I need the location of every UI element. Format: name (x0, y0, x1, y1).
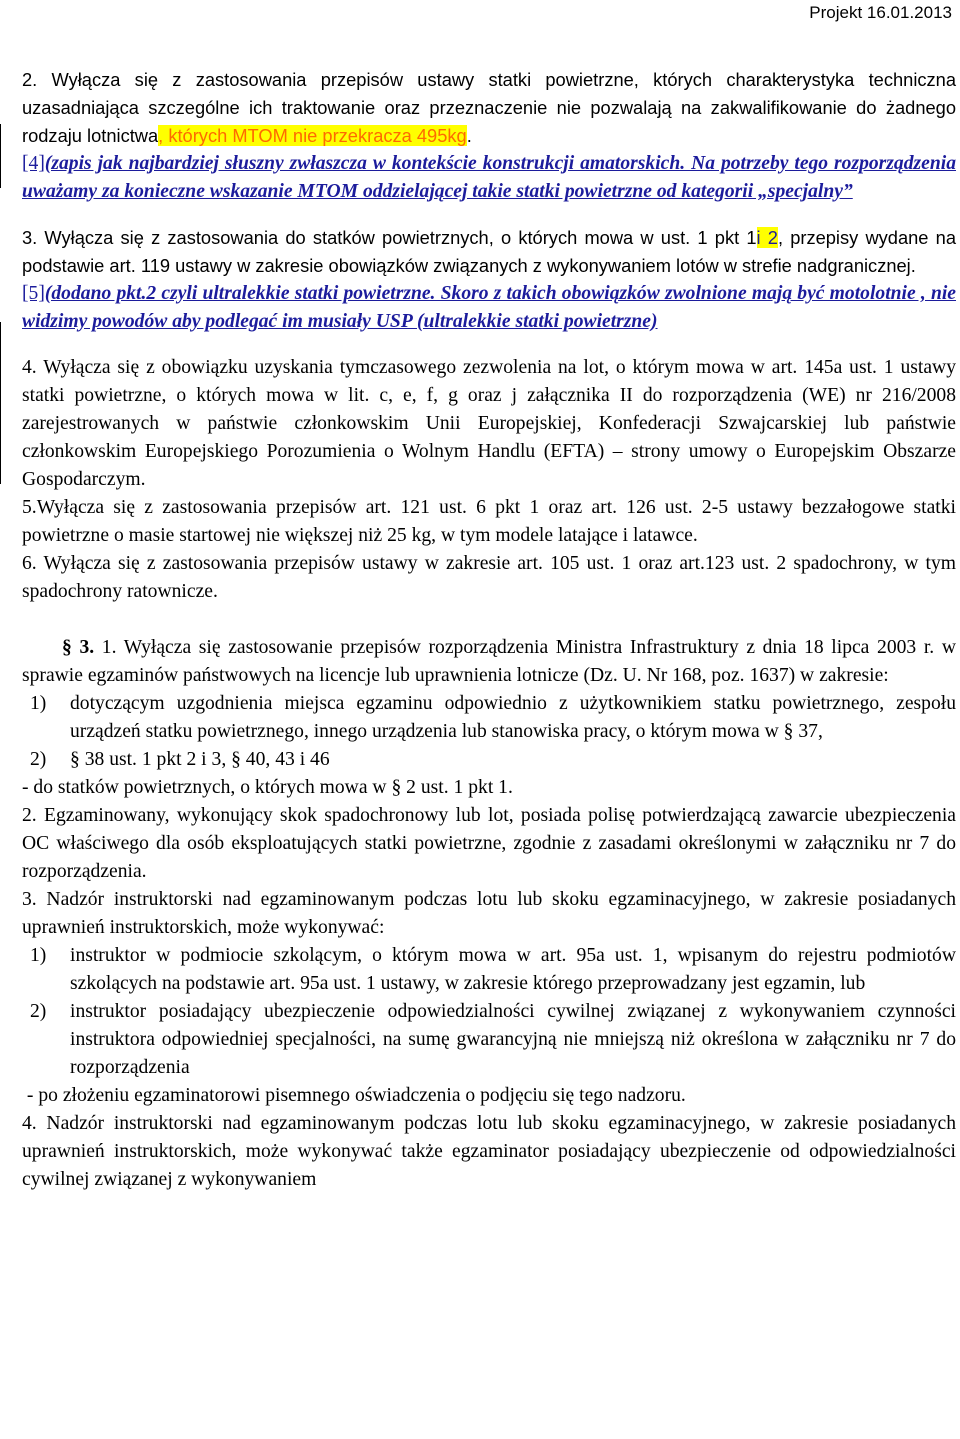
list-text: dotyczącym uzgodnienia miejsca egzaminu odpowiednio z użytkownikiem statku powietrznego, zespołu urządzeń statku powietrznego, innego urządzenia lub stanowiska pracy, o którym mowa w § 37, (70, 693, 956, 742)
paragraph-4: 4. Wyłącza się z obowiązku uzyskania tymczasowego zezwolenia na lot, o którym mowa w art. 145a ust. 1 ustawy statki powietrzne, o których mowa w lit. c, e, f, g oraz j załącznika II do rozporządzenia (WE) nr 216/2008 zarejestrowanych w państwie członkowskim Unii Europejskiej, Konfederacji Szwajcarskiej lub państwie członkowskim Europejskiego Porozumienia o Wolnym Handlu (EFTA) – strony umowy o Europejskim Obszarze Gospodarczym. (22, 357, 956, 490)
section-3-label: § 3. (62, 637, 95, 658)
list-item (22, 998, 956, 1082)
section-3-p3-tail: - po złożeniu egzaminatorowi pisemnego oświadczenia o podjęciu się tego nadzoru. (22, 1085, 686, 1106)
paragraph-2-text: 2. Wyłącza się z zastosowania przepisów ustawy statki powietrzne, których charakterystyka techniczna uzasadniająca szczególne ich traktowanie oraz przeznaczenie nie pozwalają na zakwalifikowanie do żadnego rodzaju lotnictwa (22, 69, 956, 146)
list-text: instruktor posiadający ubezpieczenie odpowiedzialności cywilnej związanej z wykonywaniem czynności instruktora odpowiedniej specjalności, na sumę gwarancyjną nie mniejszą niż określona w załączniku nr 7 do rozporządzenia (70, 1001, 956, 1078)
comment-ref-5[interactable]: [5] (22, 283, 45, 304)
paragraph-6: 6. Wyłącza się z zastosowania przepisów ustawy w zakresie art. 105 ust. 1 oraz art.123 ust. 2 spadochrony, w tym spadochrony ratownicze. (22, 553, 956, 602)
comment-5-text: (dodano pkt.2 czyli ultralekkie statki powietrzne. Skoro z takich obowiązków zwolnione mają być motolotnie , nie widzimy powodów aby podlegać im musiały USP (ultralekkie statki powietrzne) (22, 283, 956, 332)
document-body (22, 66, 956, 1194)
highlighted-insertion: , których MTOM nie przekracza 495kg (158, 125, 467, 146)
highlighted-insertion: i 2 (756, 227, 778, 248)
comment-4 (22, 150, 956, 206)
section-3-paragraph-3: 3. Nadzór instruktorski nad egzaminowanym podczas lotu lub skoku egzaminacyjnego, w zakresie posiadanych uprawnień instruktorskich, może wykonywać: (22, 889, 956, 938)
list-text: instruktor w podmiocie szkolącym, o którym mowa w art. 95a ust. 1, wpisanym do rejestru podmiotów szkolących na podstawie art. 95a ust. 1 ustawy, w zakresie którego przeprowadzany jest egzamin, lub (70, 945, 956, 994)
section-3-paragraph-4: 4. Nadzór instruktorski nad egzaminowanym podczas lotu lub skoku egzaminacyjnego, w zakresie posiadanych uprawnień instruktorskich, może wykonywać także egzaminator posiadający ubezpieczenie od odpowiedzialności cywilnej związanej z wykonywaniem (22, 1113, 956, 1190)
list-number: 1) (30, 693, 47, 714)
section-3-p1-tail: - do statków powietrznych, o których mowa w § 2 ust. 1 pkt 1. (22, 777, 513, 798)
list-number: 2) (30, 1001, 47, 1022)
comment-4-text: (zapis jak najbardziej słuszny zwłaszcza w kontekście konstrukcji amatorskich. Na potrzeby tego rozporządzenia uważamy za konieczne wskazanie MTOM oddzielającej takie statki powietrzne od kategorii „specjalny” (22, 153, 956, 202)
paragraph-2 (22, 66, 956, 150)
paragraph-3-text-a: 3. Wyłącza się z zastosowania do statków powietrznych, o których mowa w ust. 1 pkt 1 (22, 227, 757, 248)
paragraph-3-text-b: , przepisy wydane na podstawie art. 119 ustawy w zakresie obowiązków związanych z wykonywaniem lotów w strefie nadgranicznej. (22, 227, 956, 276)
project-date-header: Projekt 16.01.2013 (809, 3, 952, 22)
section-3-paragraph-1 (22, 634, 956, 690)
change-bar (0, 124, 1, 188)
list-text: § 38 ust. 1 pkt 2 i 3, § 40, 43 i 46 (70, 749, 330, 770)
section-3-paragraph-2: 2. Egzaminowany, wykonujący skok spadochronowy lub lot, posiada polisę potwierdzającą zawarcie ubezpieczenia OC właściwego dla osób eksploatujących statki powietrzne, zgodnie z zasadami określonymi w załączniku nr 7 do rozporządzenia. (22, 805, 956, 882)
list-number: 2) (30, 749, 47, 770)
section-3-p1-text: 1. Wyłącza się zastosowanie przepisów rozporządzenia Ministra Infrastruktury z dnia 18 lipca 2003 r. w sprawie egzaminów państwowych na licencje lub uprawnienia lotnicze (Dz. U. Nr 168, poz. 1637) w zakresie: (22, 637, 957, 686)
paragraph-2-end: . (466, 125, 472, 146)
paragraph-3 (22, 224, 956, 280)
list-item (22, 942, 956, 998)
list-item (22, 690, 956, 746)
change-bar (0, 322, 1, 484)
comment-5 (22, 280, 956, 336)
list-item (22, 746, 956, 774)
paragraph-5: 5.Wyłącza się z zastosowania przepisów art. 121 ust. 6 pkt 1 oraz art. 126 ust. 2-5 ustawy bezzałogowe statki powietrzne o masie startowej nie większej niż 25 kg, w tym modele latające i latawce. (22, 497, 956, 546)
list-number: 1) (30, 945, 47, 966)
comment-ref-4[interactable]: [4] (22, 153, 45, 174)
